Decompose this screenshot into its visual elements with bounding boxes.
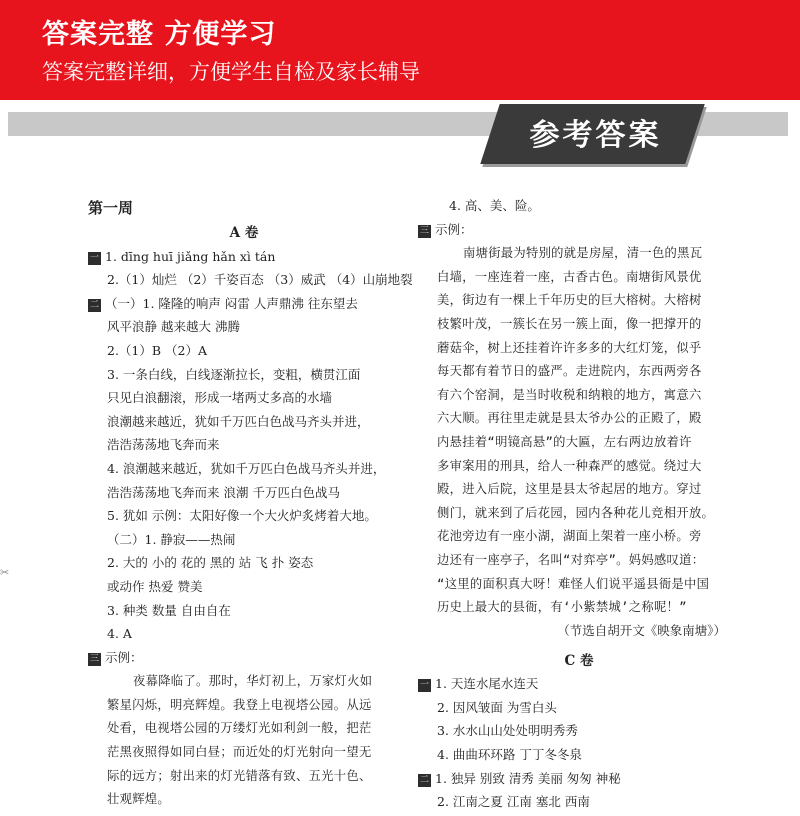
answer-line: 4. 曲曲环环路 丁丁冬冬泉 (437, 747, 582, 763)
answer-line: 二 （一）1. 隆隆的响声 闷雷 人声鼎沸 往东望去 (89, 295, 358, 311)
answer-line: 二 1. 独异 别致 清秀 美丽 匆匆 神秘 (419, 770, 621, 786)
essay-line: 内悬挂着“明镜高悬”的大匾，左右两边放着许 (437, 434, 692, 449)
answer-line: 4. A (107, 626, 132, 642)
section-a-title: A 卷 (229, 225, 259, 241)
essay-line: 有六个窑洞，是当时收税和纳粮的地方，寓意六 (437, 387, 702, 402)
essay-line: 多审案用的刑具，给人一种森严的感觉。绕过大 (437, 458, 702, 473)
answer-line: 或动作 热爱 赞美 (107, 578, 203, 594)
essay-line: 繁星闪烁，明亮辉煌。我登上电视塔公园。从远 (107, 697, 372, 712)
answer-line: 浩浩荡荡地飞奔而来 (107, 437, 220, 453)
essay-line: 侧门，就来到了后花园，园内各种花儿竞相开放。 (437, 505, 715, 520)
scissors-icon: ✂ (0, 566, 10, 579)
answer-line: 三 示例： (419, 221, 473, 237)
essay-line: 茫黑夜照得如同白昼；而近处的灯光射向一望无 (107, 745, 372, 760)
essay-line: 蘑菇伞，树上还挂着许许多多的大红灯笼，似乎 (437, 340, 702, 355)
answer-line: 2.（1）灿烂 （2）千姿百态 （3）威武 （4）山崩地裂 (107, 272, 413, 288)
answer-line: 风平浪静 越来越大 沸腾 (107, 319, 240, 335)
answer-line: 4. 浪潮越来越近，犹如千万匹白色战马齐头并进， (107, 460, 386, 476)
essay-line: 南塘街最为特别的就是房屋，清一色的黑瓦 (463, 246, 703, 261)
question-number-marker: 二 (89, 299, 99, 310)
answer-line: 2. 因风皱面 为雪白头 (437, 699, 557, 715)
right-column (418, 196, 740, 816)
essay-line: 殿，进入后院，这里是县太爷起居的地方。穿过 (437, 482, 702, 497)
week-title: 第一周 (88, 199, 134, 217)
answer-line: 一 1. 天连水尾水连天 (419, 676, 539, 692)
question-number-marker: 一 (419, 680, 429, 691)
essay-line: 夜幕降临了。那时，华灯初上，万家灯火如 (133, 674, 373, 689)
essay-line: 白墙，一座连着一座，古香古色。南塘街风景优 (437, 269, 702, 284)
answer-line: （二）1. 静寂——热闹 (107, 531, 236, 547)
banner-title: 答案完整 方便学习 (42, 19, 277, 50)
answer-line: 一 1. dīng huī jiǎng hǎn xì tán (89, 248, 276, 264)
answer-line: 5. 犹如 示例：太阳好像一个大火炉炙烤着大地。 (107, 508, 377, 524)
excerpt-source: （节选自胡开文《映象南塘》） (557, 622, 726, 638)
question-number-marker: 二 (419, 774, 429, 785)
question-number-marker: 三 (89, 653, 99, 664)
answer-line: 浪潮越来越近，犹如千万匹白色战马齐头并进， (107, 413, 370, 429)
answer-line: 2.（1）B （2）A (107, 342, 208, 358)
essay-line: 枝繁叶茂，一簇长在另一簇上面，像一把撑开的 (437, 316, 702, 331)
left-column (88, 196, 413, 813)
essay-line: 历史上最大的县衙，有‘小紫禁城’之称呢！” (437, 600, 687, 615)
essay-line: 六大顺。再往里走就是县太爷办公的正殿了，殿 (437, 411, 702, 426)
essay-line: 美，街边有一棵上千年历史的巨大榕树。大榕树 (437, 293, 702, 308)
answer-line: 3. 一条白线，白线逐渐拉长，变粗，横贯江面 (107, 366, 361, 382)
section-c-title: C 卷 (564, 652, 594, 669)
answer-line: 2. 大的 小的 花的 黑的 站 飞 扑 姿态 (107, 555, 314, 571)
banner-subtitle: 答案完整详细，方便学生自检及家长辅导 (42, 60, 420, 84)
answer-line: 浩浩荡荡地飞奔而来 浪潮 千万匹白色战马 (107, 484, 340, 500)
essay-line: 壮观辉煌。 (107, 792, 170, 807)
essay-line: 花池旁边有一座小湖，湖面上架着一座小桥。旁 (437, 529, 702, 544)
question-number-marker: 三 (419, 225, 429, 236)
question-number-marker: 一 (89, 252, 99, 263)
answer-line: 4. 高、美、险。 (449, 198, 540, 213)
answer-line: 3. 种类 数量 自由自在 (107, 602, 231, 618)
essay-line: 边还有一座亭子，名叫“对弈亭”。妈妈感叹道： (437, 552, 705, 567)
essay-line: 每天都有着节日的盛严。走进院内，东西两旁各 (437, 364, 702, 379)
answer-line: 三 示例： (89, 649, 143, 665)
answer-line: 3. 水水山山处处明明秀秀 (437, 723, 578, 739)
essay-line: “这里的面积真大呀！难怪人们说平遥县衙是中国 (437, 576, 710, 591)
section-tab-label: 参考答案 (529, 118, 662, 153)
answer-line: 2. 江南之夏 江南 塞北 西南 (437, 794, 590, 810)
header-banner (0, 0, 800, 100)
essay-line: 处看，电视塔公园的万缕灯光如利剑一般，把茫 (107, 721, 372, 736)
essay-line: 际的远方；射出来的灯光错落有致、五光十色、 (107, 768, 372, 783)
answer-line: 只见白浪翻滚，形成一堵两丈多高的水墙 (107, 390, 333, 406)
